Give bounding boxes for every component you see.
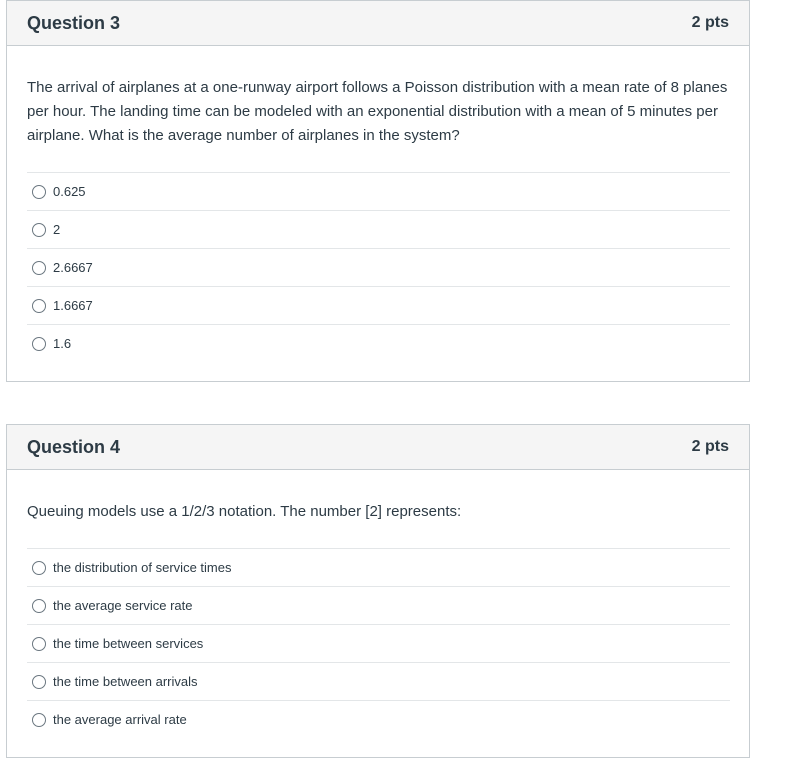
answer-label: the average service rate — [53, 598, 193, 613]
answer-label: 2 — [53, 222, 61, 237]
radio-button[interactable] — [32, 185, 46, 199]
radio-button[interactable] — [32, 675, 46, 689]
answer-option[interactable] — [27, 625, 730, 663]
radio-button[interactable] — [32, 637, 46, 651]
question-4-card — [6, 424, 750, 758]
question-title: Question 4 — [27, 436, 121, 457]
answer-option[interactable] — [27, 549, 730, 587]
radio-button[interactable] — [32, 223, 46, 237]
question-title: Question 3 — [27, 12, 121, 33]
answer-label: the distribution of service times — [53, 560, 232, 575]
answer-option[interactable] — [27, 249, 730, 287]
radio-button[interactable] — [32, 599, 46, 613]
question-header — [7, 425, 749, 470]
radio-button[interactable] — [32, 261, 46, 275]
answer-option[interactable] — [27, 173, 730, 211]
radio-button[interactable] — [32, 299, 46, 313]
answer-label: the time between arrivals — [53, 674, 198, 689]
answer-label: 1.6 — [53, 336, 72, 351]
answer-list — [27, 548, 730, 738]
radio-button[interactable] — [32, 337, 46, 351]
answer-label: 2.6667 — [53, 260, 93, 275]
answer-label: 0.625 — [53, 184, 86, 199]
question-header — [7, 1, 749, 46]
answer-option[interactable] — [27, 287, 730, 325]
question-text: Queuing models use a 1/2/3 notation. The number [2] represents: — [27, 503, 462, 520]
radio-button[interactable] — [32, 561, 46, 575]
question-points: 2 pts — [691, 14, 729, 31]
radio-button[interactable] — [32, 713, 46, 727]
question-points: 2 pts — [691, 438, 729, 455]
question-text: The arrival of airplanes at a one-runway airport follows a Poisson distribution with a mean rate of 8 planes per hour. The landing time can be modeled with an exponential distribution with a mean of 5 minutes per airplane. What is the average number of airplanes in the system? — [27, 79, 728, 144]
question-3-card — [6, 0, 750, 382]
answer-label: 1.6667 — [53, 298, 93, 313]
answer-list — [27, 172, 730, 362]
answer-option[interactable] — [27, 701, 730, 738]
answer-label: the time between services — [53, 636, 204, 651]
answer-label: the average arrival rate — [53, 712, 187, 727]
answer-option[interactable] — [27, 663, 730, 701]
answer-option[interactable] — [27, 325, 730, 362]
answer-option[interactable] — [27, 587, 730, 625]
answer-option[interactable] — [27, 211, 730, 249]
